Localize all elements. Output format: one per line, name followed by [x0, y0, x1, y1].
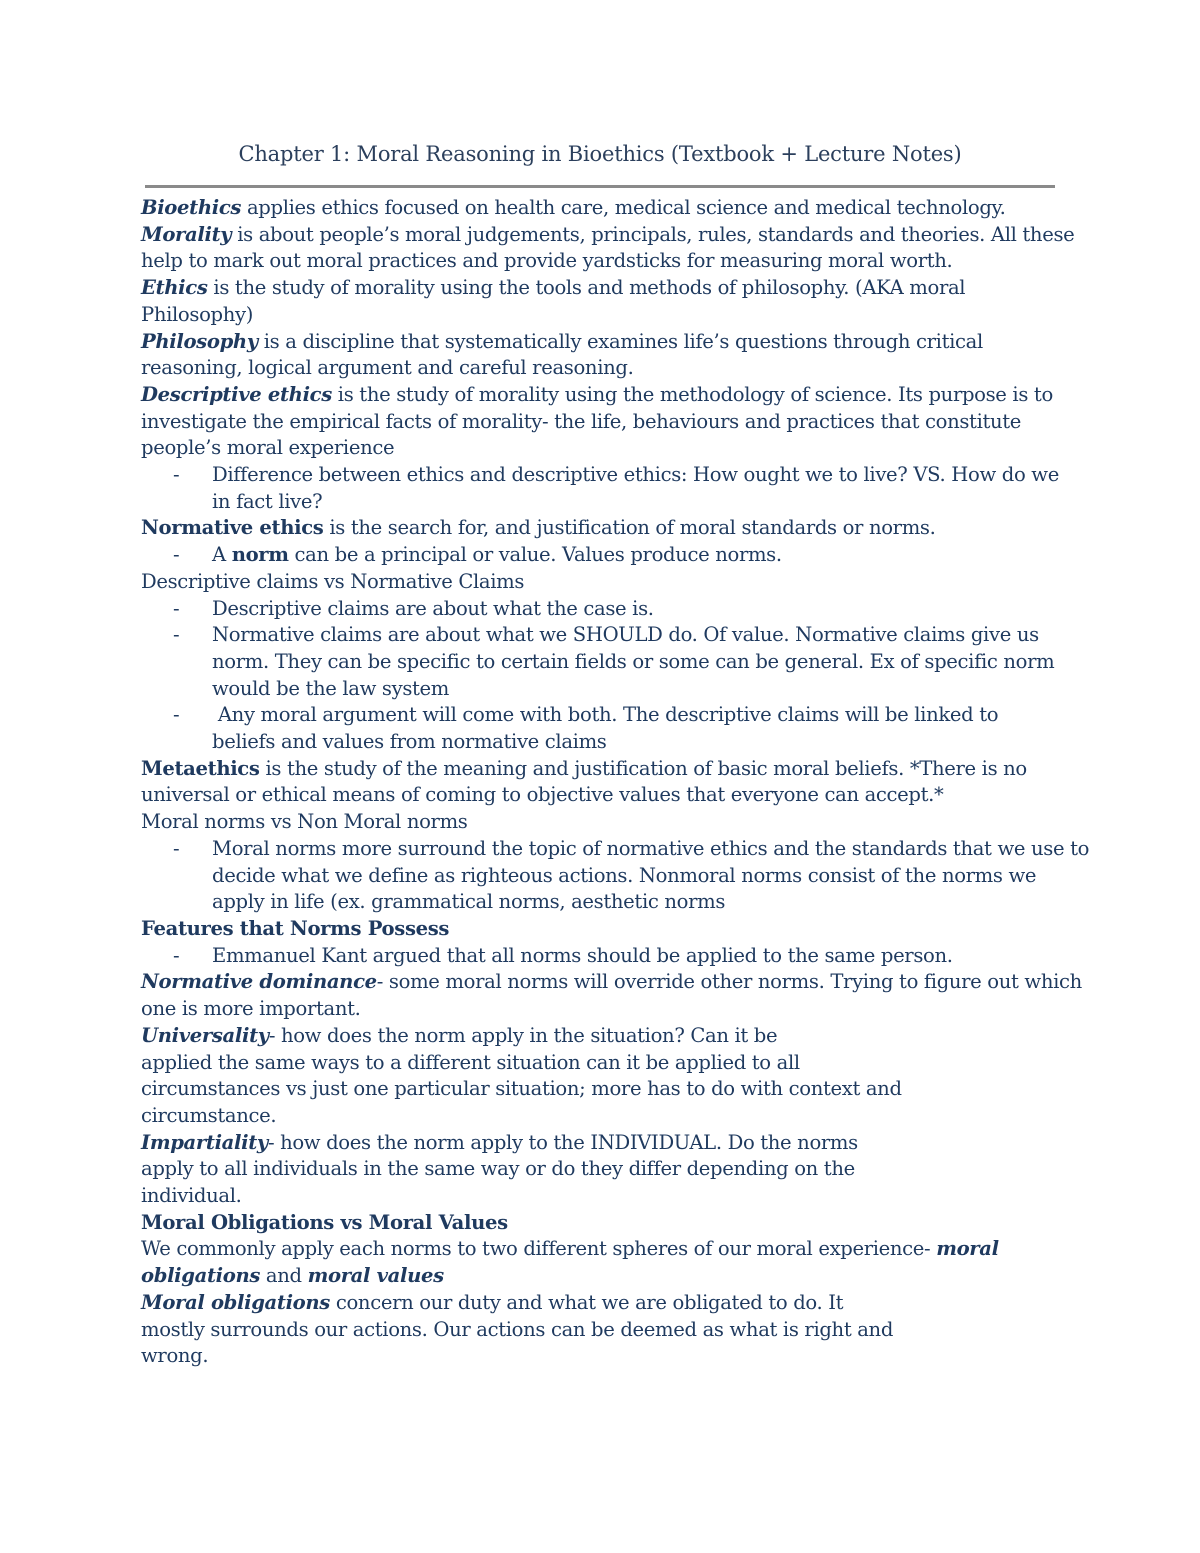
term: Normative ethics — [141, 516, 324, 540]
list-item-line — [212, 542, 1071, 569]
text-line: universal or ethical means of coming to objective values that everyone can accept.* — [141, 783, 944, 807]
definition-bioethics — [141, 195, 1071, 222]
text-line: circumstance. — [141, 1103, 277, 1127]
list-item — [141, 462, 1071, 515]
definition-metaethics — [141, 756, 1071, 783]
text: A — [212, 543, 232, 567]
section-heading: Moral Obligations vs Moral Values — [141, 1210, 508, 1234]
term: Normative dominance — [141, 970, 377, 994]
term: Ethics — [141, 276, 208, 300]
list-item — [141, 542, 1071, 569]
term: moral — [936, 1237, 999, 1261]
definition-ethics — [141, 275, 1071, 302]
text: - how does the norm apply in the situation? Can it be — [268, 1023, 778, 1047]
text-line: Philosophy) — [141, 302, 254, 326]
term: Philosophy — [141, 329, 258, 353]
text: - some moral norms will override other norms. Trying to figure out which — [376, 970, 1082, 994]
term: moral values — [307, 1264, 444, 1288]
subheading: Descriptive claims vs Normative Claims — [141, 569, 525, 593]
notes-body — [141, 195, 1090, 1370]
bullet-dash: - — [173, 836, 180, 860]
bullet-dash: - — [173, 623, 180, 647]
definition-normative-dominance — [141, 969, 1082, 996]
text: applies ethics focused on health care, medical science and medical technology. — [241, 196, 1006, 219]
text-line: circumstances vs just one particular situation; more has to do with context and — [141, 1077, 902, 1101]
definition-moral-obligations — [141, 1290, 1071, 1317]
list-item-line: beliefs and values from normative claims — [212, 730, 607, 754]
text-line: individual. — [141, 1184, 242, 1208]
list-item-line: Descriptive claims are about what the case is. — [212, 596, 654, 620]
term: Impartiality — [141, 1130, 268, 1154]
list-item — [141, 836, 1090, 916]
text: can be a principal or value. Values produce norms. — [288, 543, 782, 567]
definition-philosophy — [141, 329, 1071, 356]
text-line — [141, 1236, 1071, 1263]
text: - how does the norm apply to the INDIVIDUAL. Do the norms — [267, 1130, 858, 1154]
bullet-dash: - — [173, 543, 180, 567]
list-item — [141, 943, 1071, 970]
text-line: people’s moral experience — [141, 436, 395, 460]
subheading: Moral norms vs Non Moral norms — [141, 810, 468, 834]
list-item — [141, 622, 1071, 702]
page-title: Chapter 1: Moral Reasoning in Bioethics (Textbook + Lecture Notes) — [238, 142, 962, 166]
list-item — [141, 596, 1071, 623]
bullet-dash: - — [173, 703, 180, 727]
list-item-line: would be the law system — [212, 676, 450, 700]
text-line: help to mark out moral practices and provide yardsticks for measuring moral worth. — [141, 249, 953, 273]
text: is the study of morality using the methodology of science. Its purpose is to — [331, 382, 1053, 406]
definition-normative-ethics — [141, 515, 1071, 542]
definition-descriptive-ethics — [141, 382, 1071, 409]
text: is the study of morality using the tools and methods of philosophy. (AKA moral — [207, 276, 966, 300]
text: and — [260, 1264, 308, 1288]
list-item-line: Difference between ethics and descriptive ethics: How ought we to live? VS. How do we — [212, 463, 1059, 487]
section-heading: Features that Norms Possess — [141, 916, 450, 940]
list-item-line: decide what we define as righteous actions. Nonmoral norms consist of the norms we — [212, 863, 1037, 887]
term: Bioethics — [141, 196, 242, 219]
term: Metaethics — [141, 756, 260, 780]
list-item — [141, 702, 1071, 755]
term: norm — [231, 543, 289, 567]
term: Moral obligations — [141, 1290, 330, 1314]
definition-universality — [141, 1023, 1071, 1050]
text: is the search for, and justification of moral standards or norms. — [323, 516, 936, 540]
text-line: reasoning, logical argument and careful reasoning. — [141, 356, 634, 380]
list-item-line: Emmanuel Kant argued that all norms should be applied to the same person. — [212, 943, 953, 967]
text-line: apply to all individuals in the same way or do they differ depending on the — [141, 1157, 855, 1181]
list-item-line: norm. They can be specific to certain fields or some can be general. Ex of specific norm — [212, 649, 1055, 673]
term: Universality — [141, 1023, 269, 1047]
text: concern our duty and what we are obligated to do. It — [329, 1290, 844, 1314]
text-line: investigate the empirical facts of morality- the life, behaviours and practices that constitute — [141, 409, 1022, 433]
bullet-dash: - — [173, 463, 180, 487]
text: is about people’s moral judgements, principals, rules, standards and theories. All these — [231, 222, 1075, 246]
definition-impartiality — [141, 1130, 1071, 1157]
list-item-line: Moral norms more surround the topic of normative ethics and the standards that we use to — [212, 836, 1090, 860]
text: is a discipline that systematically examines life’s questions through critical — [257, 329, 983, 353]
text-line — [141, 1263, 1071, 1290]
text: We commonly apply each norms to two different spheres of our moral experience- — [141, 1237, 937, 1261]
term: obligations — [141, 1264, 261, 1288]
text-line: one is more important. — [141, 997, 361, 1021]
term: Descriptive ethics — [141, 382, 332, 406]
text: is the study of the meaning and justification of basic moral beliefs. *There is no — [259, 756, 1027, 780]
list-item-line: Any moral argument will come with both. The descriptive claims will be linked to — [212, 703, 999, 727]
definition-morality — [141, 222, 1075, 249]
bullet-dash: - — [173, 596, 180, 620]
title-divider — [145, 185, 1055, 188]
text-line: wrong. — [141, 1344, 209, 1368]
text-line: mostly surrounds our actions. Our actions can be deemed as what is right and — [141, 1317, 894, 1341]
term: Morality — [141, 222, 232, 246]
text-line: applied the same ways to a different situation can it be applied to all — [141, 1050, 800, 1074]
list-item-line: apply in life (ex. grammatical norms, aesthetic norms — [212, 890, 726, 914]
list-item-line: Normative claims are about what we SHOULD do. Of value. Normative claims give us — [212, 623, 1039, 647]
bullet-dash: - — [173, 943, 180, 967]
list-item-line: in fact live? — [212, 489, 323, 513]
